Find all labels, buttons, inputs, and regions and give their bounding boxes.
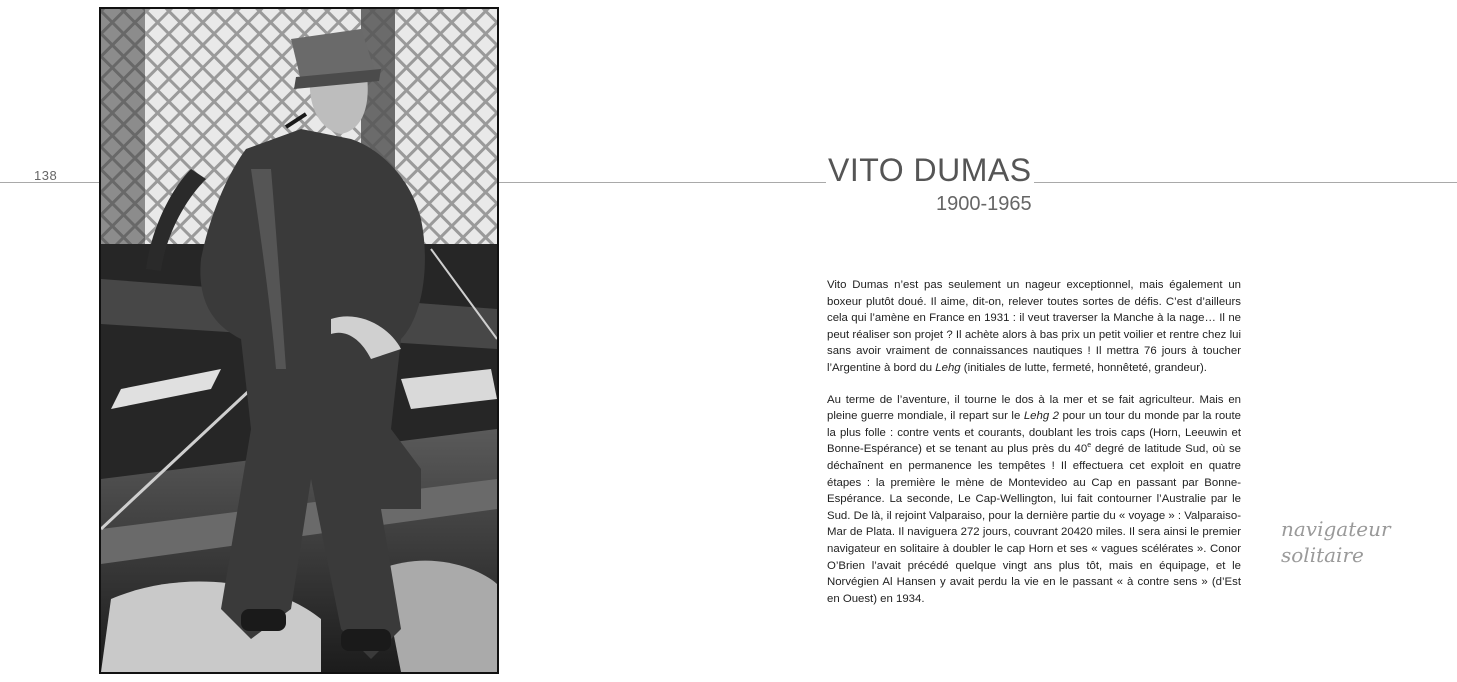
life-years: 1900-1965 <box>936 193 1032 215</box>
biography-text <box>827 277 1241 622</box>
tagline <box>1281 516 1391 568</box>
ordinal-superscript: e <box>1087 442 1092 450</box>
paragraph-2-text: Au terme de l’aventure, il tourne le dos à la mer et se fait agriculteur. Mais en pleine guerre mondiale, il repart sur le <box>827 393 1241 423</box>
paragraph-2-text-end: degré de latitude Sud, où se déchaînent en permanence les tempêtes ! Il effectuera cet exploit en quatre étapes : la première le mène de Montevideo au Cap en passant par Bonne-Espérance. La seconde, Le Cap-Wellington, lui fait contourner l’Australie par le Sud. De là, il rejoint Valparaiso, pour la dernière partie du « voyage » : Valparaiso-Mar de Plata. Il naviguera 272 jours, couvrant 20420 miles. Il sera ainsi le premier navigateur en solitaire à doubler le cap Horn et ses « vagues scélérates ». Conor O’Brien l’avait précédé quelque vingt ans plus tôt, mais en équipage, et le Norvégien Al Hansen y avait perdu la vie en le passant « à contre sens » (d’Est en Ouest) en 1934. <box>827 443 1241 605</box>
portrait-photo <box>99 7 499 674</box>
page-title: VITO DUMAS <box>828 152 1032 188</box>
tagline-line-1: navigateur <box>1281 517 1391 541</box>
paragraph-2 <box>827 392 1241 608</box>
boat-name-2: Lehg 2 <box>1023 410 1059 423</box>
paragraph-2-text-middle: pour un tour du monde par la route la plus folle : contre vents et courants, doublant les trois caps (Horn, Leeuwin et Bonne-Espérance) et se tenant au plus près du 40 <box>827 410 1241 456</box>
tagline-line-2: solitaire <box>1281 543 1364 567</box>
paragraph-1-text: Vito Dumas n’est pas seulement un nageur exceptionnel, mais également un boxeur plutôt doué. Il aime, dit-on, relever toutes sortes de défis. C’est d’ailleurs cela qui l’amène en France en 1931 : il veut traverser la Manche à la nage… Il ne peut réaliser son projet ? Il achète alors à bas prix un petit voilier et rentre chez lui sans avoir vraiment de connaissances nautiques ! Il mettra 76 jours à toucher l’Argentine à bord du <box>827 279 1241 374</box>
page-number: 138 <box>34 168 58 183</box>
boat-name: Lehg <box>935 361 961 374</box>
sailor-photo-illustration <box>101 9 497 672</box>
paragraph-1 <box>827 277 1241 377</box>
paragraph-1-text-end: (initiales de lutte, fermeté, honnêteté, grandeur). <box>960 361 1207 374</box>
